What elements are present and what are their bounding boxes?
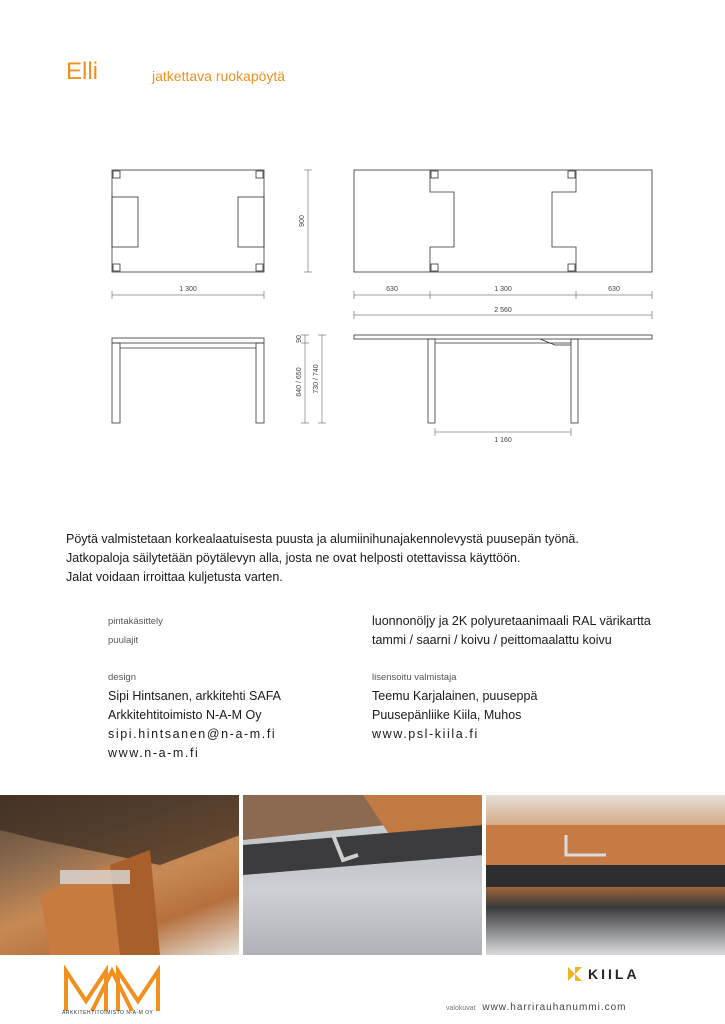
wood-value: tammi / saarni / koivu / peittomaalattu koivu <box>372 633 612 647</box>
photo-table-corner <box>0 795 239 955</box>
manufacturer-name: Teemu Karjalainen, puuseppä <box>372 689 538 703</box>
dim-leg-spacing: 1 160 <box>494 437 512 444</box>
kiila-logo <box>568 966 640 982</box>
dim-short-length: 1 300 <box>179 286 197 293</box>
spec-labels <box>108 612 163 650</box>
design-label: design <box>108 672 136 683</box>
side-view-extended <box>354 335 652 423</box>
product-subtitle: jatkettava ruokapöytä <box>152 68 286 84</box>
description-line: Jalat voidaan irroittaa kuljetusta varten. <box>66 570 283 584</box>
photo-rail-detail-shapes <box>243 795 482 955</box>
photo-credit-label: valokuvat <box>446 1005 476 1012</box>
design-block <box>108 668 281 763</box>
photo-extension-detail <box>486 795 725 955</box>
photo-strip <box>0 795 725 955</box>
dim-depth: 900 <box>299 215 306 227</box>
product-description <box>66 530 686 587</box>
kiila-mark-icon <box>568 967 582 981</box>
description-line: Jatkopaloja säilytetään pöytälevyn alla, josta ne ovat helposti otettavissa käyttöön. <box>66 551 521 565</box>
manufacturer-website[interactable]: www.psl-kiila.fi <box>372 727 479 741</box>
manufacturer-block <box>372 668 537 744</box>
dim-extension-right: 630 <box>608 286 620 293</box>
spec-values <box>372 612 651 650</box>
finish-label: pintakäsittely <box>108 616 163 627</box>
finish-value: luonnonöljy ja 2K polyuretaanimaali RAL värikartta <box>372 614 651 628</box>
dim-extension-left: 630 <box>386 286 398 293</box>
dim-table-height: 730 / 740 <box>313 364 320 394</box>
side-view-short <box>112 338 264 423</box>
drawings-svg <box>100 160 660 450</box>
designer-email[interactable]: sipi.hintsanen@n-a-m.fi <box>108 727 277 741</box>
kiila-wordmark: KIILA <box>588 966 640 982</box>
manufacturer-label: lisensoitu valmistaja <box>372 672 457 683</box>
wood-label: puulajit <box>108 635 139 646</box>
top-view-short <box>112 170 264 272</box>
photo-credit-url[interactable]: www.harrirauhanummi.com <box>482 1002 627 1013</box>
photo-credit <box>446 1002 627 1013</box>
designer-name: Sipi Hintsanen, arkkitehti SAFA <box>108 689 281 703</box>
design-office: Arkkitehtitoimisto N-A-M Oy <box>108 708 262 722</box>
dim-apron-height: 640 / 650 <box>296 367 303 397</box>
dim-top-thickness: 90 <box>296 335 303 343</box>
top-view-extended <box>354 170 652 272</box>
design-website[interactable]: www.n-a-m.fi <box>108 746 200 760</box>
photo-extension-detail-shapes <box>486 795 725 955</box>
technical-drawings <box>100 160 660 450</box>
manufacturer-company: Puusepänliike Kiila, Muhos <box>372 708 522 722</box>
photo-rail-detail <box>243 795 482 955</box>
photo-table-corner-detail <box>0 795 239 955</box>
dim-extended-length: 2 560 <box>494 307 512 314</box>
dim-middle: 1 300 <box>494 286 512 293</box>
product-title: Elli <box>66 58 99 85</box>
description-line: Pöytä valmistetaan korkealaatuisesta puusta ja alumiinihunajakennolevystä puusepän työnä. <box>66 532 579 546</box>
nam-logo-text: ARKKITEHTITOIMISTO N-A-M OY <box>62 1010 154 1016</box>
